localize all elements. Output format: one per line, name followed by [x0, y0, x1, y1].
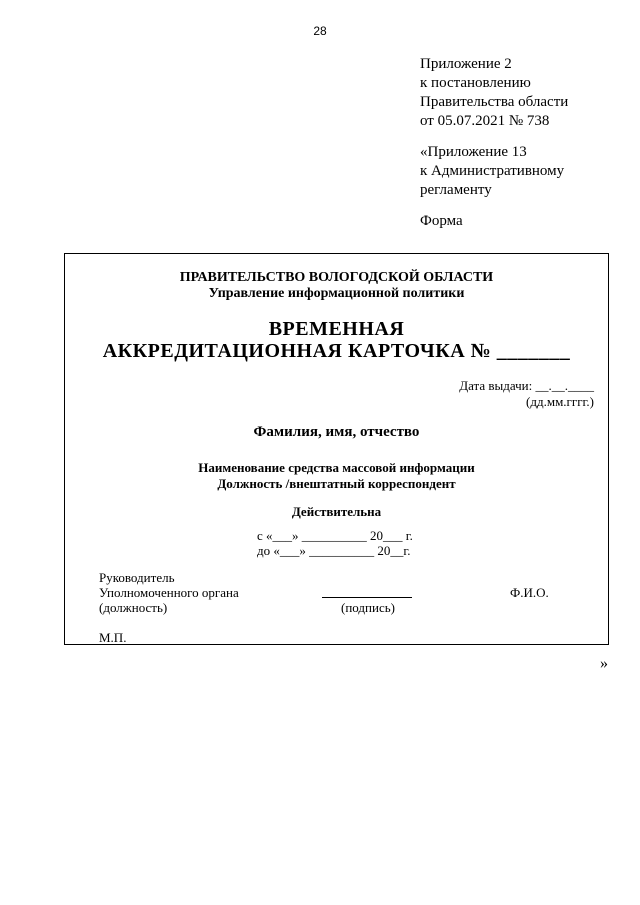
- form-label: Форма: [420, 213, 463, 229]
- fio-label: Ф.И.О.: [510, 585, 549, 600]
- signer-line: Уполномоченного органа: [99, 585, 239, 600]
- appendix-block: [420, 55, 568, 231]
- valid-from: с «___» __________ 20___ г.: [257, 528, 413, 543]
- signature-line: [322, 597, 412, 598]
- card-title-line2: АККРЕДИТАЦИОННАЯ КАРТОЧКА № _______: [102, 340, 571, 362]
- spacer: [420, 131, 568, 143]
- signature-caption: (подпись): [341, 600, 395, 615]
- appendix-sub-line: регламенту: [420, 182, 492, 198]
- card-title: [65, 318, 608, 362]
- appendix-sub-line: к Административному: [420, 163, 565, 179]
- department-name: Управление информационной политики: [208, 286, 465, 301]
- page-number: 28: [313, 24, 327, 38]
- valid-to: до «___» __________ 20__г.: [257, 543, 411, 558]
- media-name: Наименование средства массовой информации: [198, 460, 475, 475]
- appendix-sub-line: «Приложение 13: [420, 144, 527, 160]
- appendix-line: к постановлению: [420, 75, 531, 91]
- org-name: ПРАВИТЕЛЬСТВО ВОЛОГОДСКОЙ ОБЛАСТИ: [179, 270, 494, 285]
- card-title-line1: ВРЕМЕННАЯ: [268, 318, 405, 340]
- position-label: Должность /внештатный корреспондент: [217, 476, 456, 491]
- stamp-label: М.П.: [99, 630, 127, 645]
- signer-line: (должность): [99, 600, 168, 615]
- closing-quote: »: [600, 655, 608, 672]
- signer-line: Руководитель: [99, 570, 175, 585]
- appendix-line: Приложение 2: [420, 56, 512, 72]
- issue-date-label: Дата выдачи: __.__.____: [459, 378, 594, 393]
- issue-date-format: (дд.мм.гггг.): [526, 394, 594, 409]
- signer-block: [99, 570, 239, 615]
- valid-label: Действительна: [291, 504, 382, 519]
- spacer: [420, 200, 568, 212]
- appendix-line: Правительства области: [420, 94, 569, 110]
- accreditation-card: [64, 253, 609, 645]
- card-header: [65, 270, 608, 302]
- issue-date-block: [459, 378, 594, 410]
- appendix-line: от 05.07.2021 № 738: [420, 113, 550, 129]
- validity-dates: [257, 528, 413, 558]
- media-block: [65, 460, 608, 492]
- fio-heading: Фамилия, имя, отчество: [253, 424, 420, 440]
